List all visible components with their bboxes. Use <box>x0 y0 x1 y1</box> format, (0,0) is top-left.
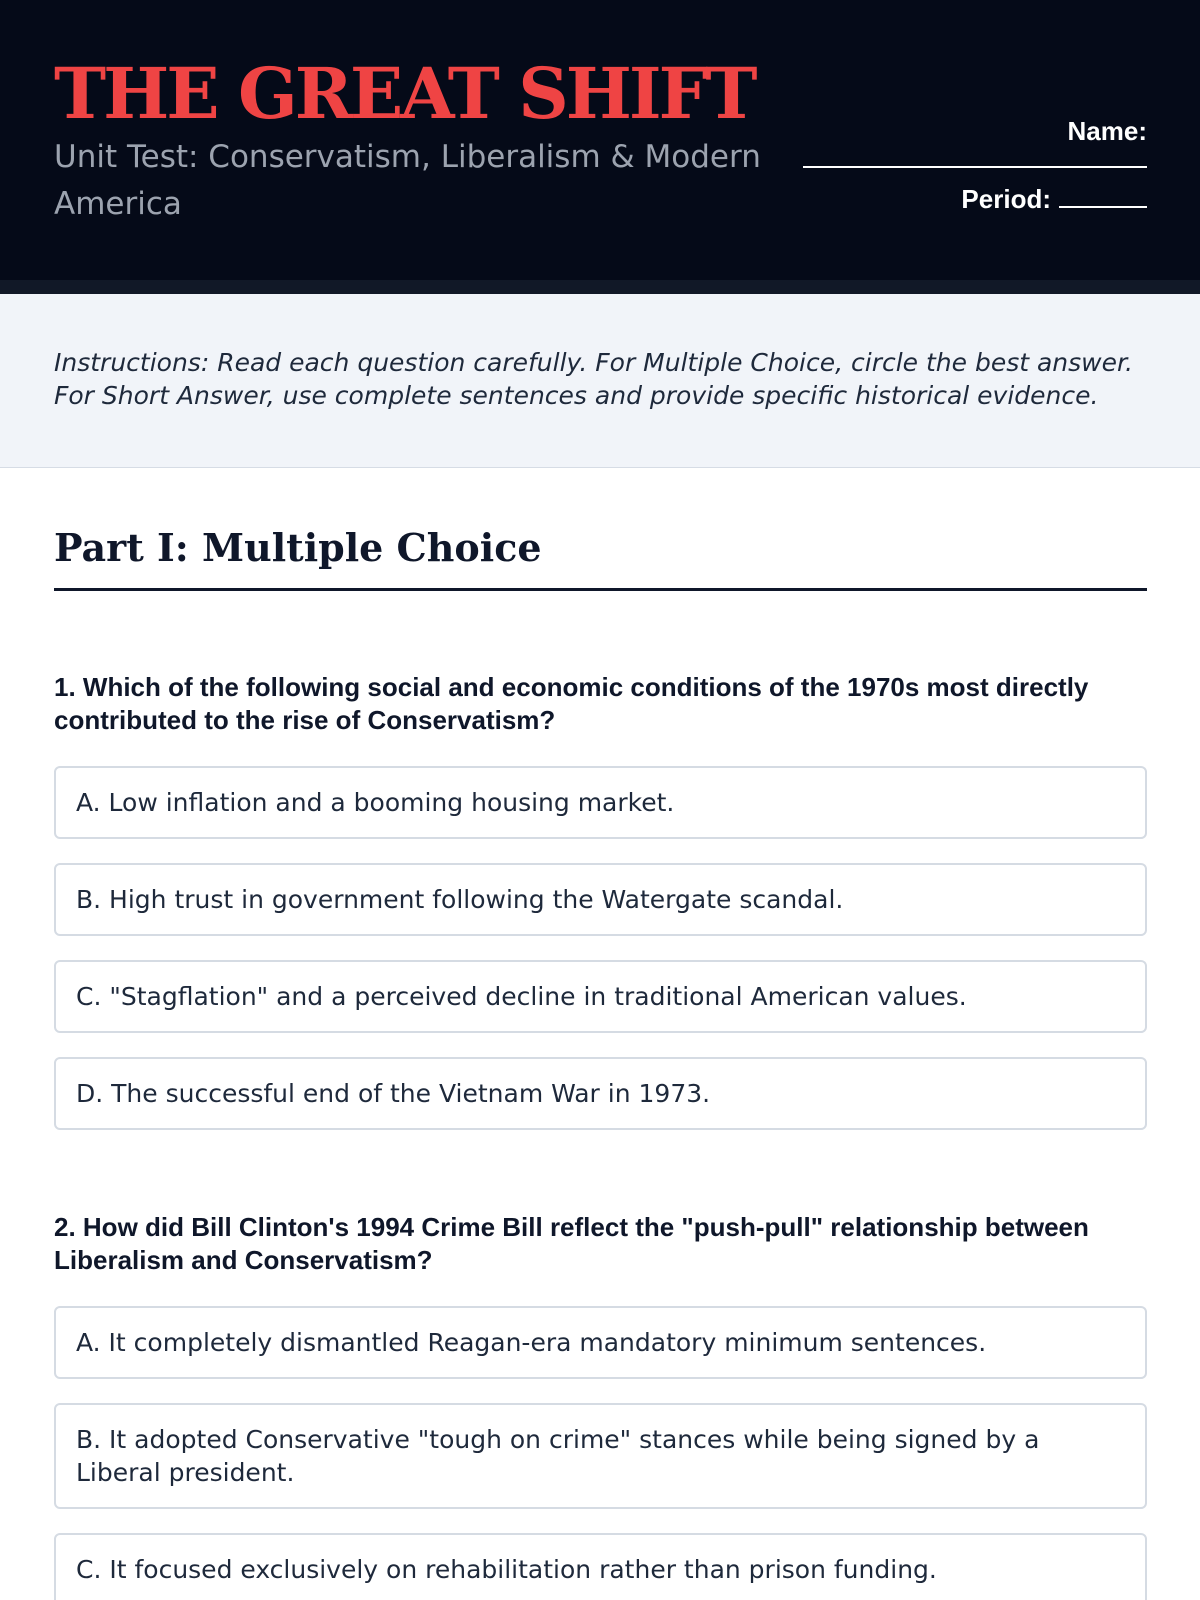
header <box>0 0 1200 294</box>
student-info <box>795 112 1147 218</box>
question-1: 1. Which of the following social and economic conditions of the 1970s most directly contributed to the rise of Conservatism? <box>54 672 1089 735</box>
question-2-option-a[interactable]: A. It completely dismantled Reagan-era mandatory minimum sentences. <box>54 1306 1147 1379</box>
period-label: Period: <box>961 184 1051 214</box>
question-2-option-c[interactable]: C. It focused exclusively on rehabilitation rather than prison funding. <box>54 1533 1147 1600</box>
instructions-text: Instructions: Read each question carefully. For Multiple Choice, circle the best answer. For Short Answer, use complete sentences and provide specific historical evidence. <box>54 348 1133 410</box>
period-row <box>795 180 1147 218</box>
question-1-option-a[interactable]: A. Low inflation and a booming housing market. <box>54 766 1147 839</box>
question-2-option-b[interactable]: B. It adopted Conservative "tough on crime" stances while being signed by a Liberal president. <box>54 1403 1147 1509</box>
name-field[interactable] <box>803 156 1147 168</box>
instructions-box <box>0 294 1200 468</box>
page-title: THE GREAT SHIFT <box>54 52 755 135</box>
page-subtitle: Unit Test: Conservatism, Liberalism & Modern America <box>54 139 761 222</box>
section-title: Part I: Multiple Choice <box>54 520 1147 591</box>
question-2: 2. How did Bill Clinton's 1994 Crime Bill reflect the "push-pull" relationship between Liberalism and Conservatism? <box>54 1212 1089 1275</box>
question-1-option-c[interactable]: C. "Stagflation" and a perceived decline in traditional American values. <box>54 960 1147 1033</box>
question-1-option-d[interactable]: D. The successful end of the Vietnam War in 1973. <box>54 1057 1147 1130</box>
question-1-option-b[interactable]: B. High trust in government following the Watergate scandal. <box>54 863 1147 936</box>
name-label: Name: <box>1067 116 1147 146</box>
period-field[interactable] <box>1059 184 1147 208</box>
